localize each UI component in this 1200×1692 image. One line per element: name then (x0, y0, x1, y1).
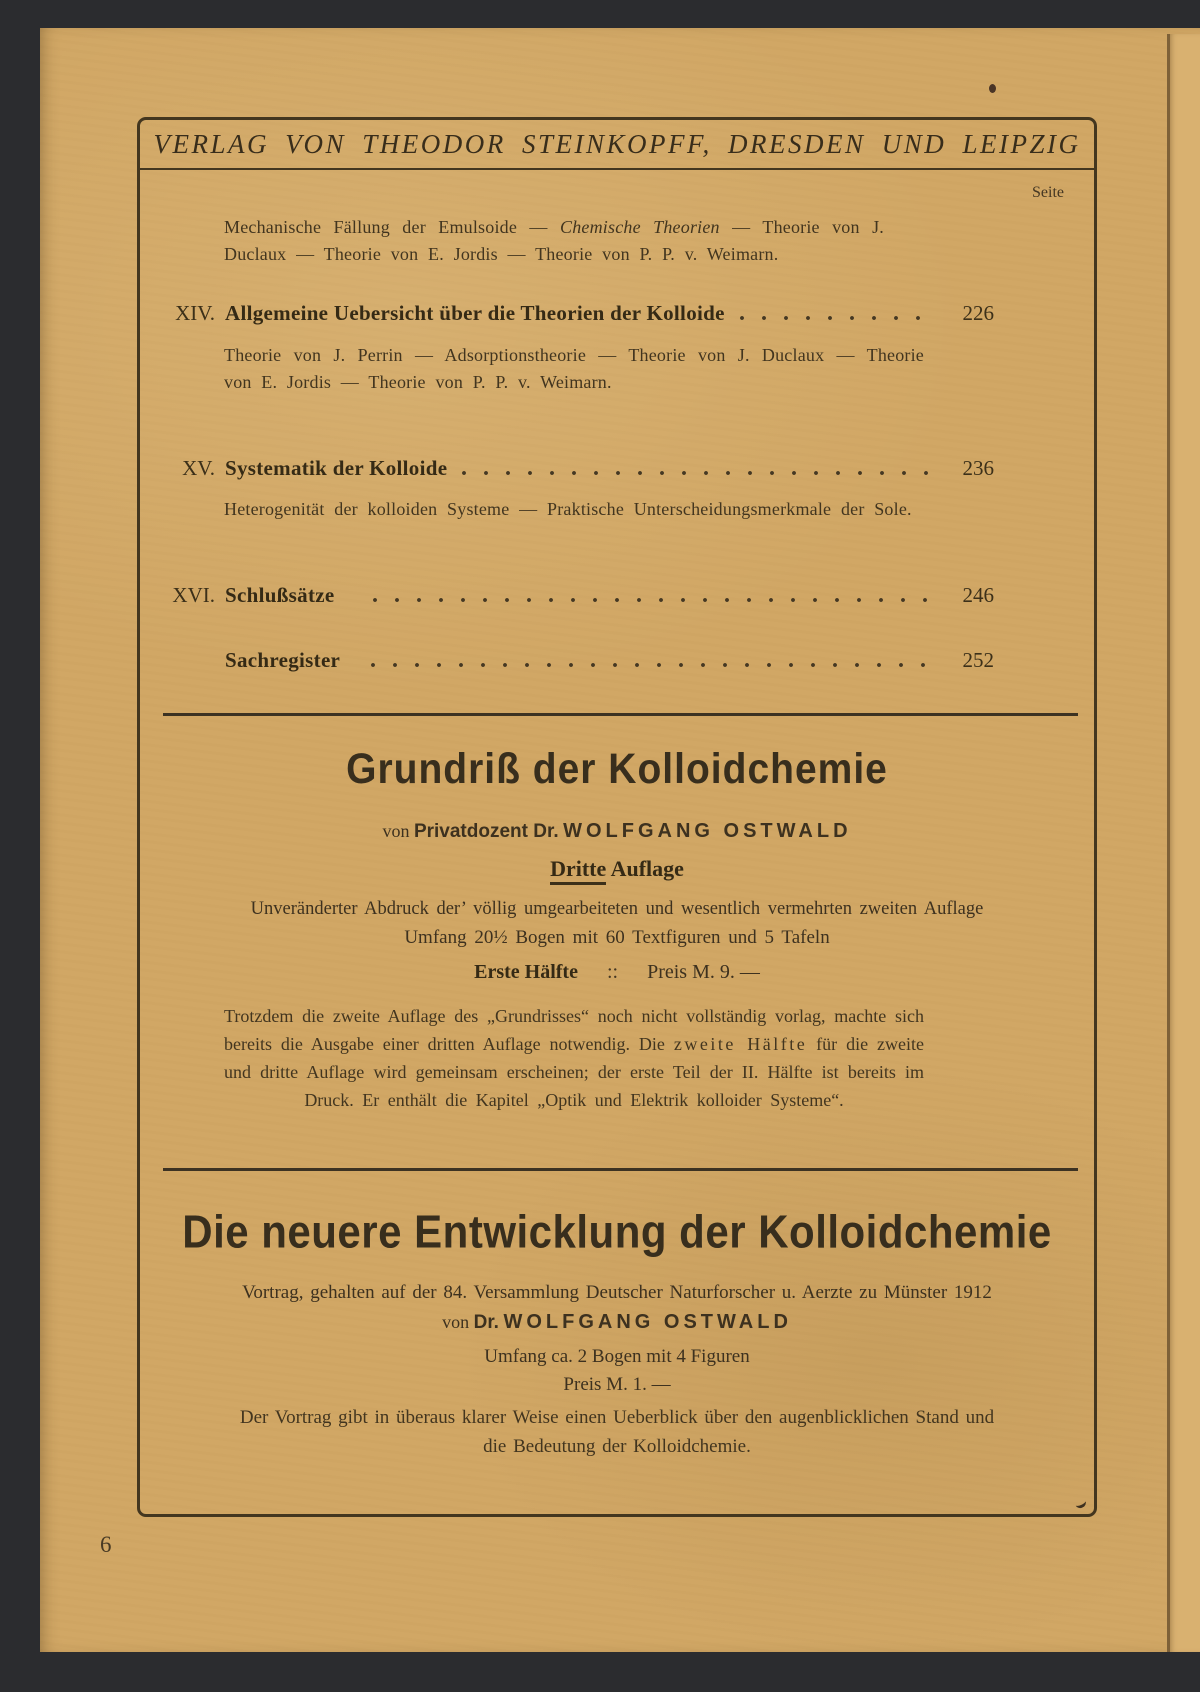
dot-leader (370, 662, 938, 668)
entry-title: Systematik der Kolloide (225, 456, 448, 480)
ad-descriptor-line-2: Umfang 20½ Bogen mit 60 Textfiguren und 5 Tafeln (404, 927, 830, 948)
byline-von: von (442, 1312, 470, 1332)
ad-title-text: Grundriß der Kolloidchemie (346, 745, 888, 794)
price: Preis M. 9. — (647, 961, 760, 983)
toc-entry (168, 582, 994, 608)
ad-paragraph (224, 1002, 924, 1114)
dot-leader (461, 470, 938, 476)
entry-numeral: XVI. (172, 583, 215, 607)
ink-speck (989, 84, 996, 93)
edition-line (140, 856, 1094, 882)
entry-page-number: 252 (962, 648, 994, 672)
toc-intro (224, 214, 884, 268)
ad-paragraph-b: für die zweite und dritte Auflage wird gemeinsam erscheinen; der erste Teil der II. Hälfte ist bereits im Druck. Er enthält die Kapitel „Optik und Elektrik kolloider Systeme“. (224, 1034, 924, 1110)
catalog-frame (137, 117, 1097, 1517)
toc-intro-part2: — Theorie von J. Duclaux — Theorie von E. Jordis — Theorie von P. P. v. Weimarn. (224, 217, 884, 264)
toc-entry (168, 300, 994, 326)
entry-title: Schlußsätze (225, 583, 335, 607)
entry-page-number: 246 (962, 583, 994, 607)
ad-byline (140, 1311, 1094, 1334)
ad-byline (140, 820, 1094, 843)
entry-numeral: XIV. (175, 301, 215, 325)
entry-page-number: 236 (962, 456, 994, 480)
masthead-title: VERLAG VON THEODOR STEINKOPFF, DRESDEN UND LEIPZIG (153, 129, 1081, 159)
dot-leader (739, 315, 938, 321)
edition-underlined: Dritte (550, 856, 606, 885)
entry-numeral: XV. (182, 456, 215, 480)
byline-author: WOLFGANG OSTWALD (563, 820, 852, 842)
entry-page-number: 226 (962, 301, 994, 325)
ad-title-text: Die neuere Entwicklung der Kolloidchemie (182, 1205, 1052, 1258)
byline-author: WOLFGANG OSTWALD (503, 1311, 792, 1333)
toc-intro-italic: Chemische Theorien (560, 217, 720, 237)
half-price-line (140, 961, 1094, 984)
page-number: 6 (100, 1532, 112, 1557)
byline-role: Dr. (473, 1312, 499, 1333)
entry-note: Theorie von J. Perrin — Adsorptionstheorie — Theorie von J. Duclaux — Theorie von E. Jordis — Theorie von P. P. v. Weimarn. (224, 345, 924, 392)
ad-paragraph-a: Trotzdem die zweite Auflage des „Grundrisses“ noch nicht vollständig vorlag, machte sich bereits die Ausgabe einer dritten Auflage notwendig. Die (224, 1006, 924, 1054)
byline-von: von (382, 821, 410, 841)
section-divider (163, 1168, 1078, 1171)
masthead (140, 120, 1094, 170)
byline-role: Privatdozent Dr. (413, 821, 559, 842)
ad2-blurb: Der Vortrag gibt in überaus klarer Weise einen Ueberblick über den augenblicklichen Stand und die Bedeutung der Kolloidchemie. (239, 1407, 995, 1457)
half-label: Erste Hälfte (474, 961, 578, 983)
ad-paragraph-spaced: zweite Hälfte (673, 1034, 808, 1054)
toc-entry (168, 647, 994, 673)
pen-mark (1073, 1496, 1087, 1510)
toc-intro-part1: Mechanische Fällung der Emulsoide — (224, 217, 560, 237)
ad2-extent: Umfang ca. 2 Bogen mit 4 Figuren (484, 1346, 750, 1367)
seite-label: Seite (1032, 184, 1064, 201)
edition-rest: Auflage (610, 856, 684, 881)
ad2-subtitle: Vortrag, gehalten auf der 84. Versammlung Deutscher Naturforscher u. Aerzte zu Münster 1912 (242, 1282, 992, 1303)
ad2-price: Preis M. 1. — (563, 1374, 671, 1395)
entry-title: Sachregister (225, 648, 341, 672)
toc-entry (168, 455, 994, 481)
entry-note: Heterogenität der kolloiden Systeme — Praktische Unterscheidungsmerkmale der Sole. (224, 499, 912, 519)
section-divider (163, 713, 1078, 716)
page-edge-strip (1167, 34, 1200, 1652)
dot-leader (372, 597, 938, 603)
ad-descriptor-line-1: Unveränderter Abdruck der’ völlig umgearbeiteten und wesentlich vermehrten zweiten Auflage (250, 899, 984, 919)
ad-title (140, 745, 1094, 794)
entry-title: Allgemeine Uebersicht über die Theorien der Kolloide (225, 301, 725, 325)
ad-title (140, 1205, 1094, 1258)
separator-colons: :: (606, 961, 619, 983)
